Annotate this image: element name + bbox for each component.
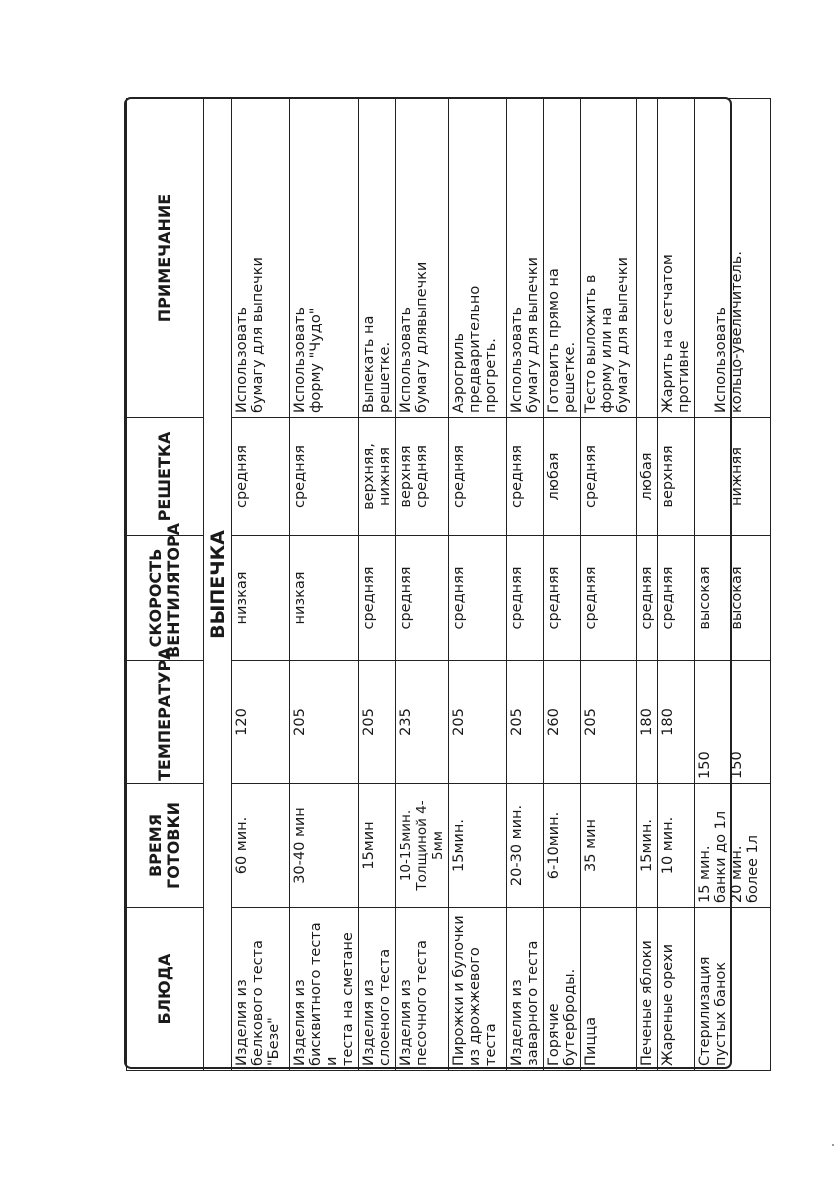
cell-rack: любая	[637, 418, 658, 536]
cell-dish: Стерилизация пустых банок	[695, 908, 771, 1071]
cell-temp: 205	[507, 661, 544, 784]
cell-dish: Изделия из заварного теста	[507, 908, 544, 1071]
cell-note: Использовать кольцо-увеличитель.	[695, 99, 771, 418]
cell-dish: Горячие бутерброды.	[544, 908, 581, 1071]
cell-temp: 150 150	[695, 661, 771, 784]
cell-dish: Изделия из слоеного теста	[359, 908, 396, 1071]
rotated-table-container	[126, 99, 761, 1071]
cell-note: Выпекать на решетке.	[359, 99, 396, 418]
cell-dish: Изделия из бисквитного теста и теста на сметане	[290, 908, 359, 1071]
cell-note: Жарить на сетчатом противне	[658, 99, 695, 418]
table-row	[232, 99, 290, 1071]
cell-dish: Изделия из песочного теста	[396, 908, 449, 1071]
table-row	[544, 99, 581, 1071]
cell-note: Использовать форму "Чудо"	[290, 99, 359, 418]
cell-rack: верхняя, нижняя	[359, 418, 396, 536]
header-time: ВРЕМЯ ГОТОВКИ	[127, 784, 204, 908]
cell-rack: любая	[544, 418, 581, 536]
table-row	[449, 99, 507, 1071]
cell-time: 20-30 мин.	[507, 784, 544, 908]
cell-rack: верхняя	[658, 418, 695, 536]
table-row	[581, 99, 637, 1071]
cell-dish: Пирожки и булочки из дрожжевого теста	[449, 908, 507, 1071]
cell-dish: Пицца	[581, 908, 637, 1071]
cell-fan: средняя	[581, 536, 637, 661]
cell-note: Использовать бумагу для выпечки	[507, 99, 544, 418]
table-frame	[124, 97, 761, 1069]
cell-rack: средняя	[232, 418, 290, 536]
cell-temp: 180	[637, 661, 658, 784]
cell-time: 60 мин.	[232, 784, 290, 908]
cell-note: Использовать бумагу для выпечки	[232, 99, 290, 418]
table-row	[290, 99, 359, 1071]
cell-note: Готовить прямо на решетке.	[544, 99, 581, 418]
header-dish: БЛЮДА	[127, 908, 204, 1071]
cell-temp: 205	[359, 661, 396, 784]
cell-time: 15 мин. банки до 1л 20 мин. более 1л	[695, 784, 771, 908]
cell-temp: 180	[658, 661, 695, 784]
baking-table	[126, 98, 771, 1071]
header-temp: ТЕМПЕРАТУРА	[127, 661, 204, 784]
cell-fan: средняя	[449, 536, 507, 661]
cell-temp: 205	[449, 661, 507, 784]
table-row	[637, 99, 658, 1071]
cell-temp: 205	[581, 661, 637, 784]
cell-rack: верхняя средняя	[396, 418, 449, 536]
cell-time: 30-40 мин	[290, 784, 359, 908]
cell-note: Использовать бумагу длявыпечки	[396, 99, 449, 418]
cell-rack: средняя	[290, 418, 359, 536]
table-row	[359, 99, 396, 1071]
table-row	[396, 99, 449, 1071]
cell-time: 6-10мин.	[544, 784, 581, 908]
cell-rack: нижняя	[695, 418, 771, 536]
cell-fan: средняя	[359, 536, 396, 661]
cell-fan: низкая	[290, 536, 359, 661]
cell-temp: 235	[396, 661, 449, 784]
header-fan: СКОРОСТЬ ВЕНТИЛЯТОРА	[127, 536, 204, 661]
cell-time: 15мин	[359, 784, 396, 908]
cell-note	[637, 99, 658, 418]
cell-rack: средняя	[449, 418, 507, 536]
cell-temp: 205	[290, 661, 359, 784]
header-rack: РЕШЕТКА	[127, 418, 204, 536]
cell-fan: средняя	[637, 536, 658, 661]
cell-temp: 260	[544, 661, 581, 784]
cell-fan: средняя	[396, 536, 449, 661]
cell-temp: 120	[232, 661, 290, 784]
cell-fan: средняя	[507, 536, 544, 661]
cell-time: 15мин.	[449, 784, 507, 908]
section-row	[204, 99, 232, 1071]
cell-note: Аэрогриль предварительно прогреть.	[449, 99, 507, 418]
cell-dish: Печеные яблоки	[637, 908, 658, 1071]
header-row	[127, 99, 204, 1071]
cell-fan: низкая	[232, 536, 290, 661]
section-title: ВЫПЕЧКА	[204, 99, 232, 1071]
cell-rack: средняя	[581, 418, 637, 536]
cell-fan: средняя	[544, 536, 581, 661]
cell-time: 15мин.	[637, 784, 658, 908]
table-row	[658, 99, 695, 1071]
cell-time: 10 мин.	[658, 784, 695, 908]
table-row	[695, 99, 771, 1071]
cell-fan: высокая высокая	[695, 536, 771, 661]
header-note: ПРИМЕЧАНИЕ	[127, 99, 204, 418]
cell-fan: средняя	[658, 536, 695, 661]
cell-time: 10-15мин. Толщиной 4-5мм	[396, 784, 449, 908]
cell-dish: Жареные орехи	[658, 908, 695, 1071]
cell-rack: средняя	[507, 418, 544, 536]
table-row	[507, 99, 544, 1071]
cell-time: 35 мин	[581, 784, 637, 908]
cell-dish: Изделия из белкового теста "Безе"	[232, 908, 290, 1071]
page-mark	[832, 1144, 834, 1146]
cell-note: Тесто выложить в форму или на бумагу для выпечки	[581, 99, 637, 418]
